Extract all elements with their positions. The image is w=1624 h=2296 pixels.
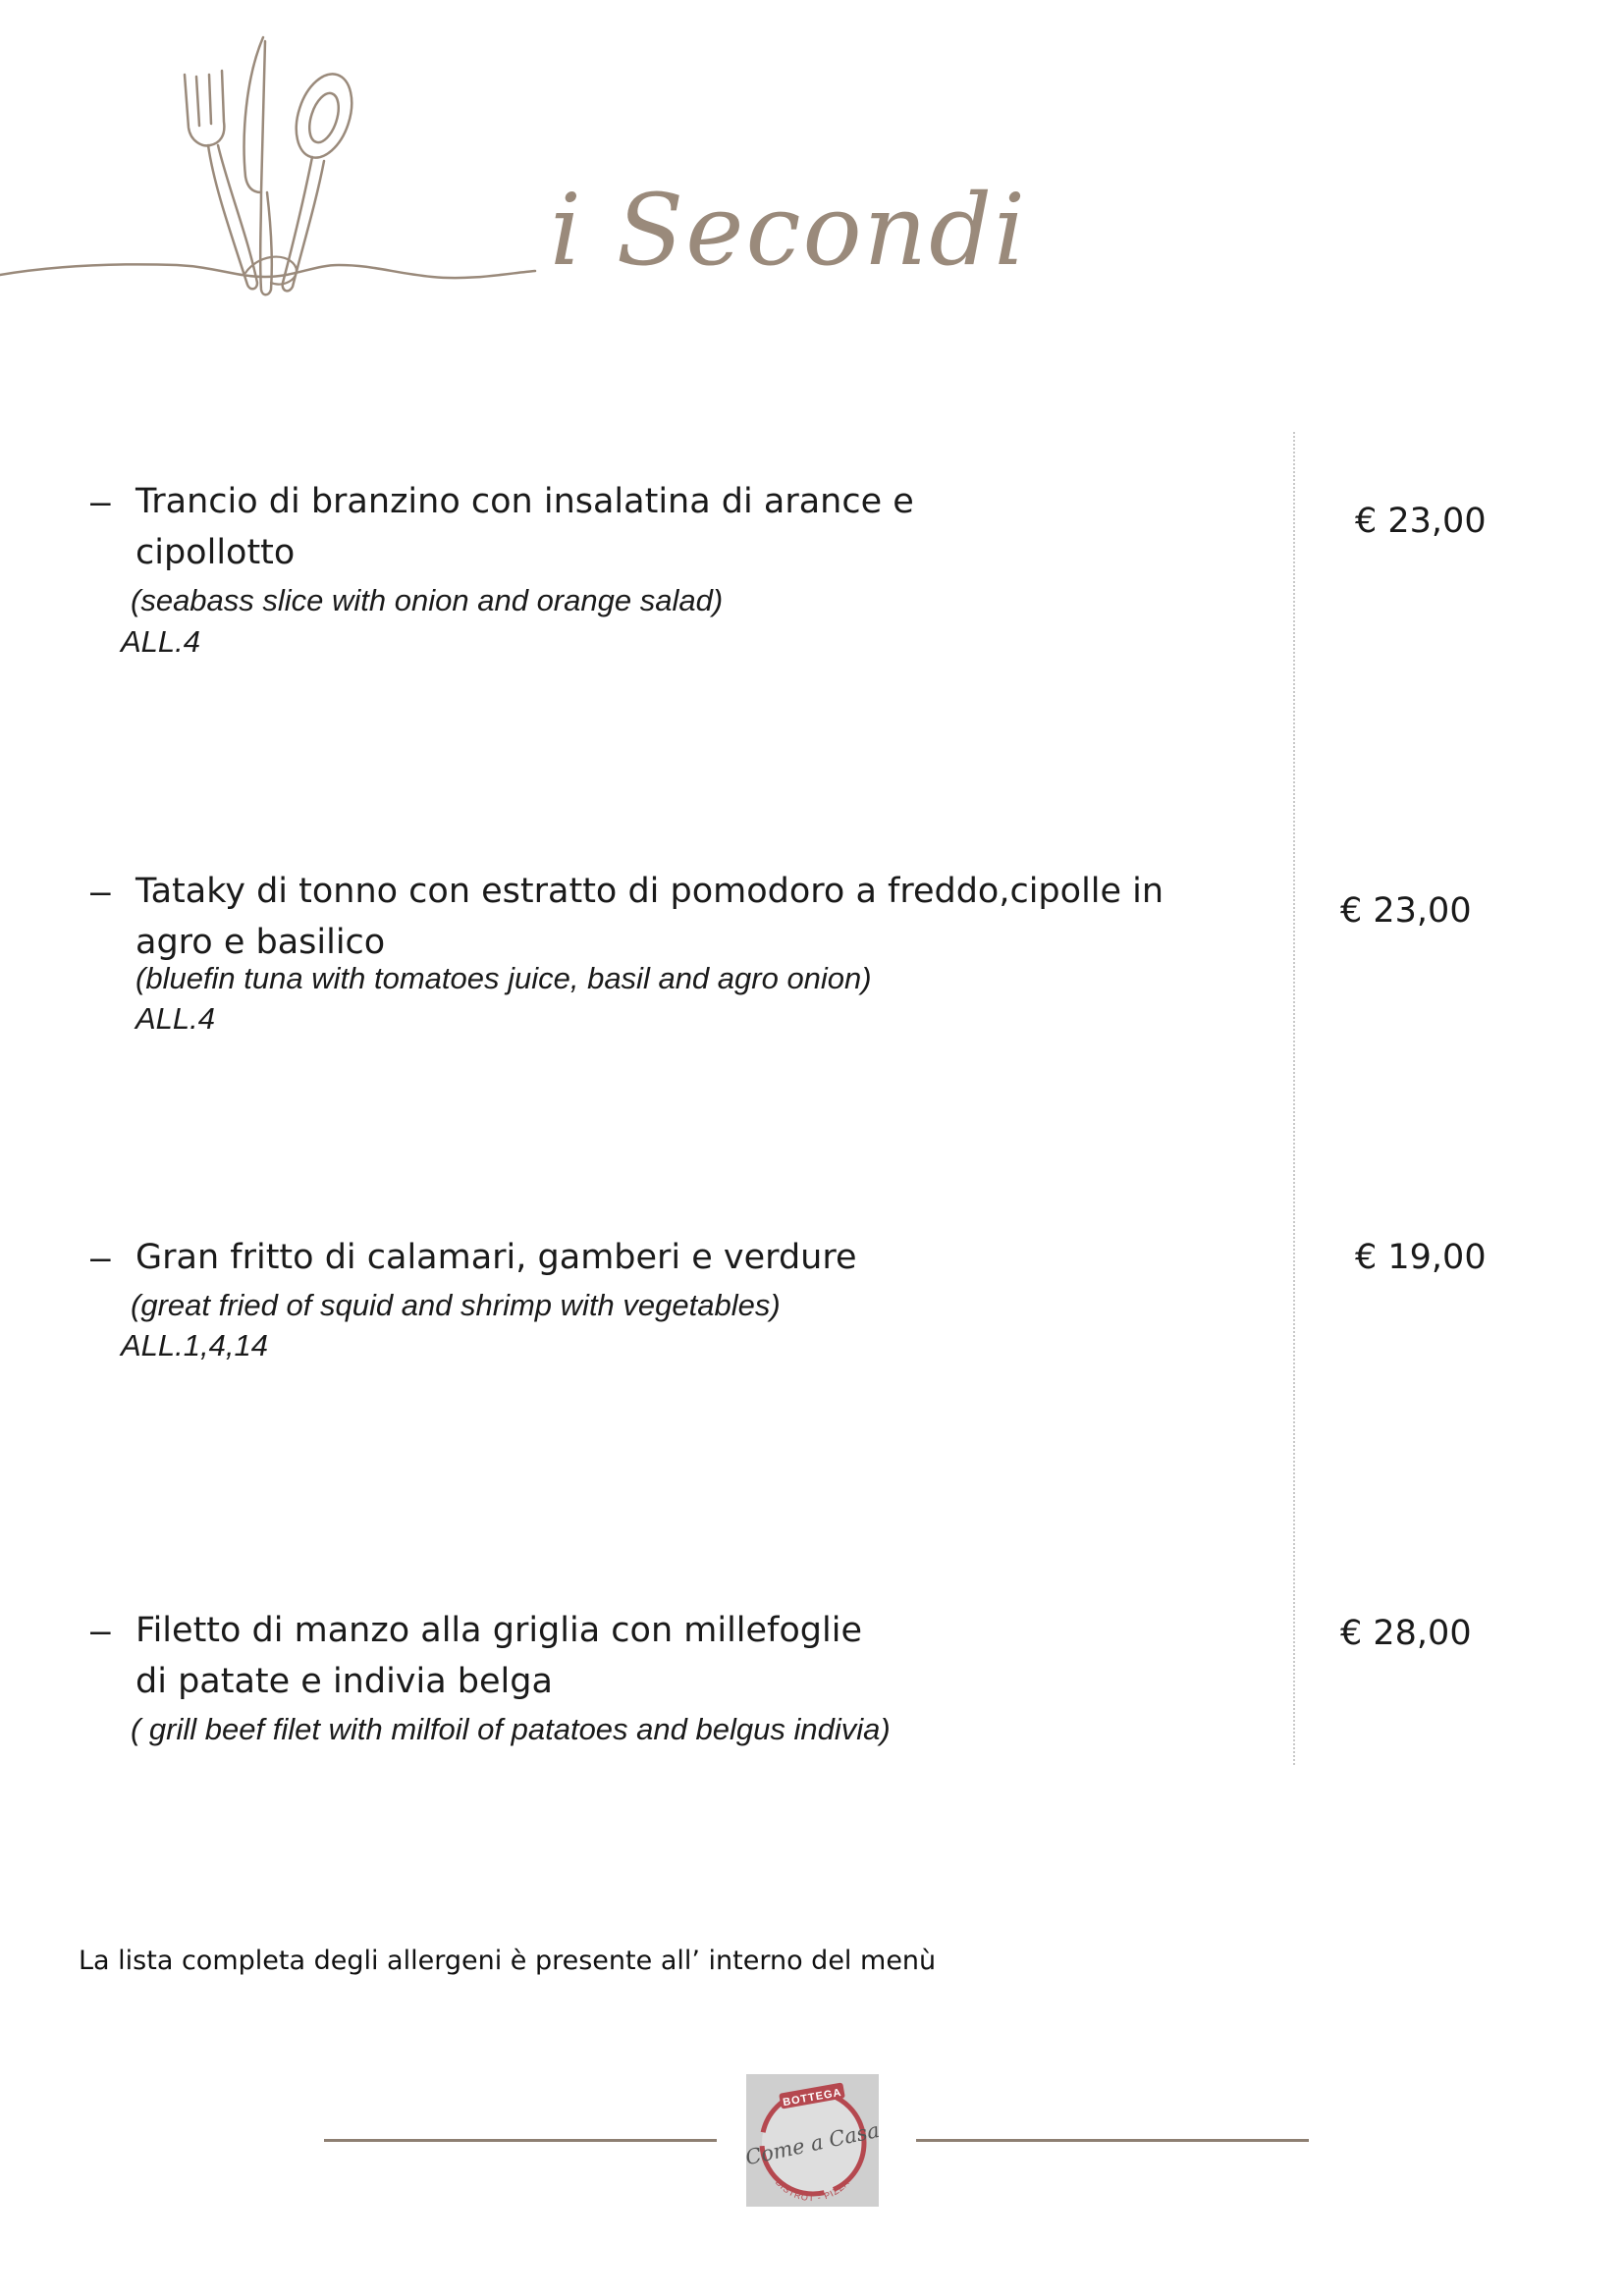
dish-item — [0, 866, 1276, 1062]
list-dash: – — [90, 1237, 111, 1277]
dish-name: Gran fritto di calamari, gamberi e verdure — [135, 1238, 857, 1277]
dish-price: € 23,00 — [1355, 502, 1487, 541]
logo-mark-icon — [746, 2074, 879, 2207]
list-dash: – — [90, 1610, 111, 1650]
logo-bottom-text: BISTROT - PIZZA — [773, 2177, 852, 2204]
dish-translation: (bluefin tuna with tomatoes juice, basil and agro onion) — [135, 961, 872, 995]
dish-item — [0, 1232, 1276, 1379]
footer-divider-left — [324, 2139, 717, 2142]
footer-divider-right — [916, 2139, 1309, 2142]
page-title: i Secondi — [550, 173, 1028, 288]
price-column-divider — [1293, 432, 1295, 1765]
restaurant-logo — [746, 2074, 879, 2207]
dish-translation: ( grill beef filet with milfoil of patatoes and belgus indivia) — [131, 1712, 891, 1746]
dish-translation: (great fried of squid and shrimp with vegetables) — [131, 1288, 781, 1322]
list-dash: – — [90, 871, 111, 911]
dish-price: € 23,00 — [1340, 891, 1472, 931]
dish-translation: (seabass slice with onion and orange salad) — [131, 583, 724, 617]
knife-icon — [244, 37, 272, 294]
dish-item — [0, 476, 1276, 672]
list-dash: – — [90, 481, 111, 521]
dish-allergens: ALL.4 — [135, 1001, 216, 1036]
flourish-line-icon — [0, 264, 535, 278]
logo-top-text: BOTTEGA — [782, 2086, 843, 2109]
dish-name: Tataky di tonno con estratto di pomodoro a freddo,cipolle in agro e basilico — [135, 872, 1164, 962]
spoon-icon — [283, 67, 362, 291]
logo-main-text: Come a Casa — [746, 2117, 879, 2170]
dish-allergens: ALL.1,4,14 — [121, 1328, 268, 1362]
dish-name: Trancio di branzino con insalatina di arance e cipollotto — [135, 482, 914, 572]
dish-allergens: ALL.4 — [121, 624, 201, 659]
dish-item — [0, 1605, 1276, 1762]
dish-price: € 28,00 — [1340, 1614, 1472, 1653]
dish-price: € 19,00 — [1355, 1238, 1487, 1277]
dish-name: Filetto di manzo alla griglia con millefoglie di patate e indivia belga — [135, 1611, 862, 1701]
allergen-note: La lista completa degli allergeni è presente all’ interno del menù — [79, 1946, 937, 1976]
